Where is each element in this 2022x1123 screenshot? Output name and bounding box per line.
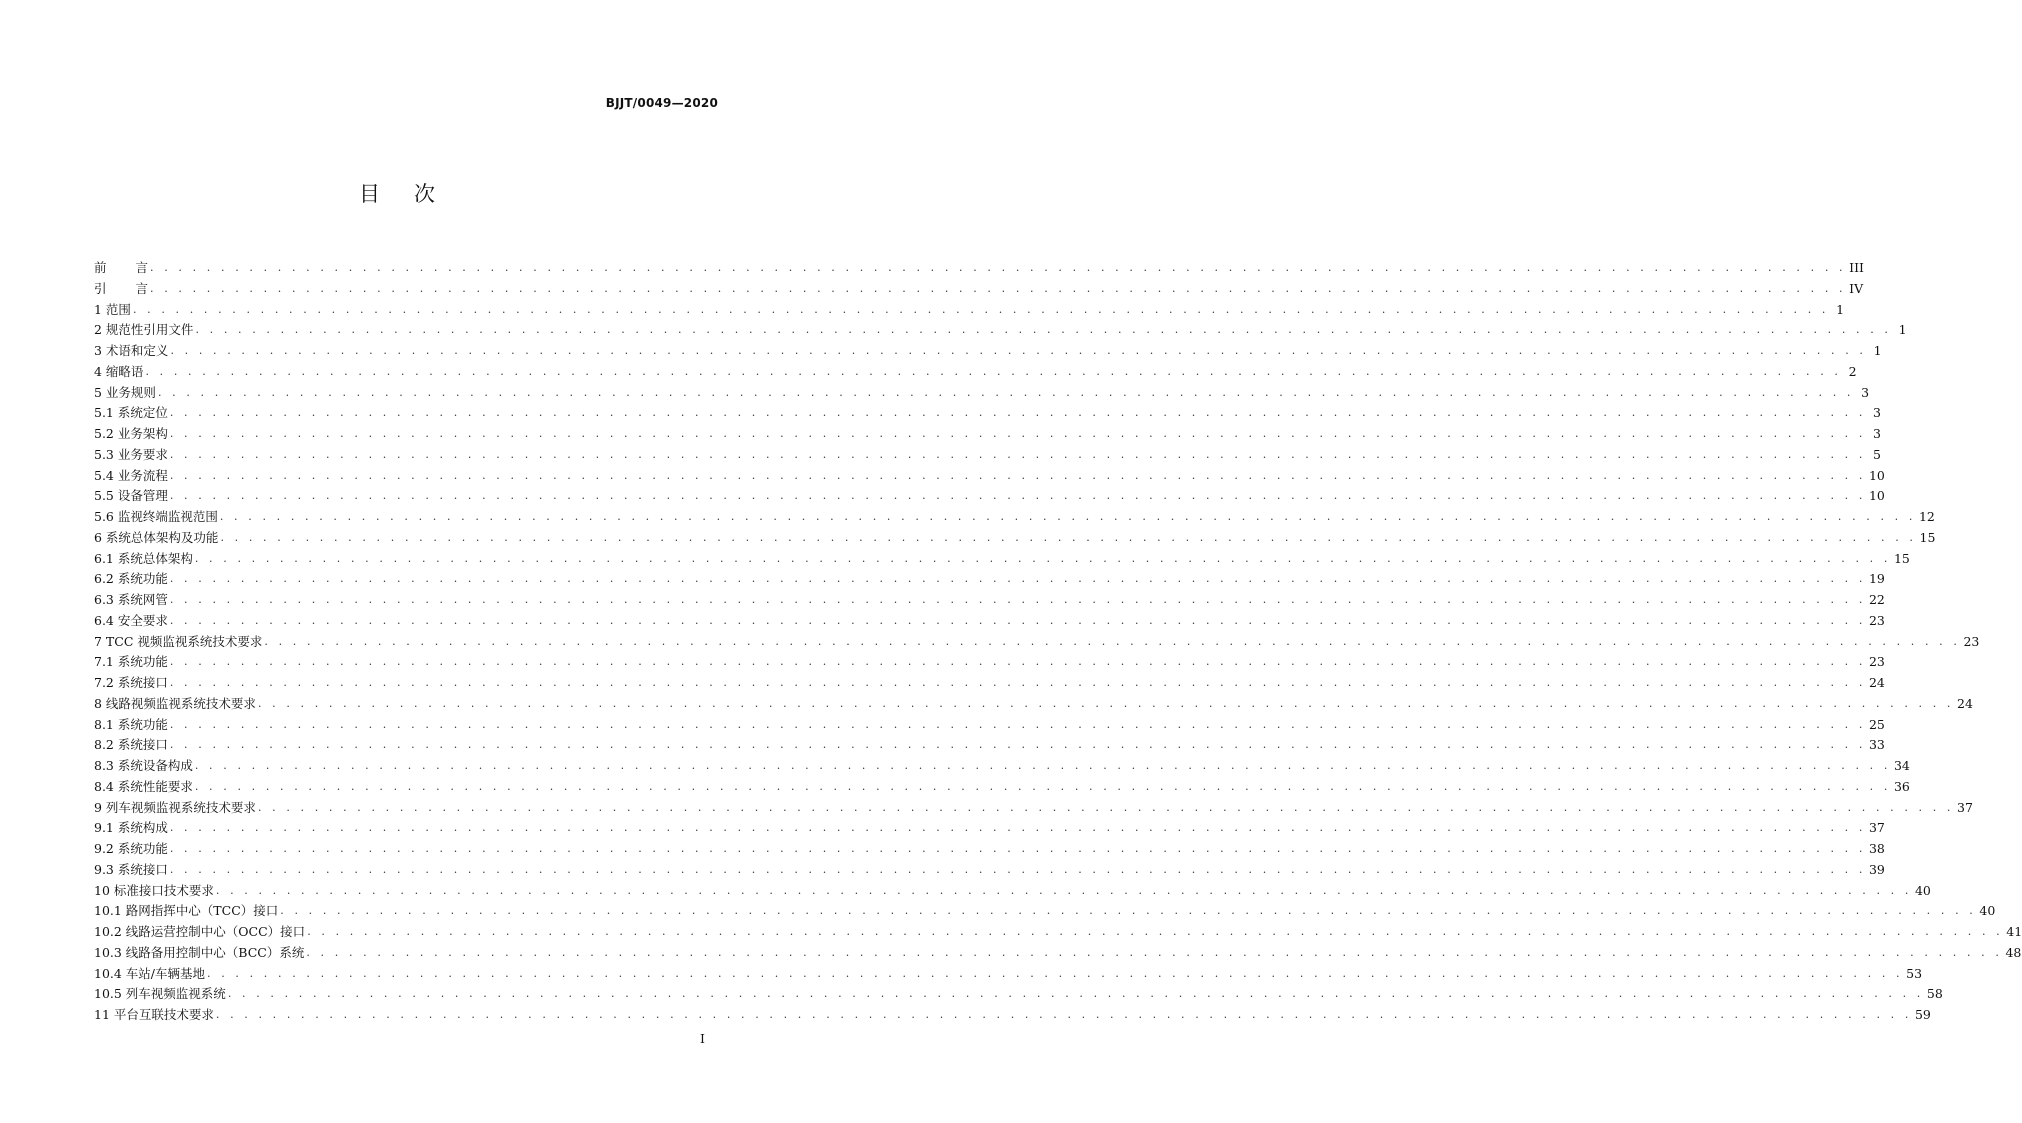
toc-entry[interactable] (94, 943, 2022, 964)
toc-dot-leader: . . . . . . . . . . . . . . . . . . . . . . . . . . . . . . . . . . . . . . . . . . . . . . . . . . . . . . . . . . . . . . . . . . . . . . . . . . . . . . . . . . . . . . . . . . . . . . . . . . . . . . . . . . . . . . . . . . . . . . . . (194, 759, 1891, 772)
toc-dot-leader: . . . . . . . . . . . . . . . . . . . . . . . . . . . . . . . . . . . . . . . . . . . . . . . . . . . . . . . . . . . . . . . . . . . . . . . . . . . . . . . . . . . . . . . . . . . . . . . . . . . . . . . . . . . . . . . . . . . . . . . . (169, 572, 1866, 586)
toc-entry-page: 23 (1868, 654, 1885, 670)
toc-entry[interactable] (94, 362, 1857, 383)
toc-entry-label: 6.1 系统总体架构 (94, 550, 193, 566)
toc-entry[interactable] (94, 445, 1881, 466)
toc-entry-label-char: 引 (94, 280, 107, 296)
toc-entry[interactable] (94, 466, 1885, 487)
toc-dot-leader: . . . . . . . . . . . . . . . . . . . . . . . . . . . . . . . . . . . . . . . . . . . . . . . . . . . . . . . . . . . . . . . . . . . . . . . . . . . . . . . . . . . . . . . . . . . . . . . . . . . . . . . . . . . . . . . . . . . . . . . . (227, 987, 1924, 1001)
toc-dot-leader: . . . . . . . . . . . . . . . . . . . . . . . . . . . . . . . . . . . . . . . . . . . . . . . . . . . . . . . . . . . . . . . . . . . . . . . . . . . . . . . . . . . . . . . . . . . . . . . . . . . . . . . . . . . . . . . . . . . . . . . . (169, 406, 1866, 420)
toc-entry-page: 36 (1893, 778, 1910, 794)
toc-entry-label (94, 258, 150, 279)
toc-entry[interactable] (94, 1005, 1931, 1026)
toc-entry-label: 7.1 系统功能 (94, 654, 168, 670)
toc-entry-label: 10.5 列车视频监视系统 (94, 986, 226, 1002)
toc-entry-label: 10.2 线路运营控制中心（OCC）接口 (94, 924, 306, 939)
toc-entry-page: 2 (1848, 363, 1857, 379)
toc-entry[interactable] (94, 486, 1885, 507)
toc-dot-leader: . . . . . . . . . . . . . . . . . . . . . . . . . . . . . . . . . . . . . . . . . . . . . . . . . . . . . . . . . . . . . . . . . . . . . . . . . . . . . . . . . . . . . . . . . . . . . . . . . . . . . . . . . . . . . . . . . . . . . . . . (264, 634, 1961, 648)
toc-entry[interactable] (94, 403, 1881, 424)
toc-entry-label: 9.3 系统接口 (94, 861, 168, 877)
toc-entry-label: 5 业务规则 (94, 384, 156, 400)
toc-entry-label-char: 前 (94, 260, 107, 275)
toc-entry[interactable] (94, 300, 1845, 321)
toc-entry[interactable] (94, 528, 1936, 549)
toc-entry-page: 10 (1868, 467, 1885, 483)
toc-entry-page: 34 (1893, 758, 1910, 773)
page-number: I (700, 1031, 705, 1046)
toc-dot-leader: . . . . . . . . . . . . . . . . . . . . . . . . . . . . . . . . . . . . . . . . . . . . . . . . . . . . . . . . . . . . . . . . . . . . . . . . . . . . . . . . . . . . . . . . . . . . . . . . . . . . . . . . . . . . . . . . . . . . . . . . (219, 510, 1916, 523)
toc-dot-leader: . . . . . . . . . . . . . . . . . . . . . . . . . . . . . . . . . . . . . . . . . . . . . . . . . . . . . . . . . . . . . . . . . . . . . . . . . . . . . . . . . . . . . . . . . . . . . . . . . . . . . . . . . . . . . . . . . . . . . . . . (170, 344, 1867, 357)
toc-entry-label: 6.4 安全要求 (94, 612, 168, 628)
toc-entry[interactable] (94, 507, 1935, 528)
toc-entry-page: 23 (1963, 633, 1980, 649)
toc-entry-label: 10 标准接口技术要求 (94, 882, 214, 898)
toc-entry[interactable] (94, 341, 1882, 362)
toc-entry-label: 7 TCC 视频监视系统技术要求 (94, 633, 263, 649)
toc-entry[interactable] (94, 424, 1881, 445)
toc-entry-label: 7.2 系统接口 (94, 675, 168, 690)
toc-entry-page: 5 (1873, 446, 1881, 462)
toc-entry-page: 15 (1893, 550, 1910, 566)
toc-entry[interactable] (94, 818, 1885, 839)
toc-dot-leader: . . . . . . . . . . . . . . . . . . . . . . . . . . . . . . . . . . . . . . . . . . . . . . . . . . . . . . . . . . . . . . . . . . . . . . . . . . . . . . . . . . . . . . . . . . . . . . . . . . . . . . . . . . . . . . . . . . . . . . . . (215, 1008, 1912, 1021)
toc-dot-leader: . . . . . . . . . . . . . . . . . . . . . . . . . . . . . . . . . . . . . . . . . . . . . . . . . . . . . . . . . . . . . . . . . . . . . . . . . . . . . . . . . . . . . . . . . . . . . . . . . . . . . . . . . . . . . . . . . . . . . . . . (169, 676, 1866, 689)
toc-entry-label: 6.2 系统功能 (94, 571, 168, 587)
toc-dot-leader: . . . . . . . . . . . . . . . . . . . . . . . . . . . . . . . . . . . . . . . . . . . . . . . . . . . . . . . . . . . . . . . . . . . . . . . . . . . . . . . . . . . . . . . . . . . . . . . . . . . . . . . . . . . . . . . . . . . . . . . . (169, 842, 1866, 855)
toc-entry-page: 3 (1861, 384, 1870, 400)
toc-entry-page: 1 (1898, 322, 1907, 338)
toc-entry[interactable] (94, 611, 1885, 632)
toc-entry[interactable] (94, 881, 1931, 902)
toc-entry[interactable] (94, 964, 1923, 985)
toc-entry-label: 8 线路视频监视系统技术要求 (94, 695, 256, 711)
toc-dot-leader: . . . . . . . . . . . . . . . . . . . . . . . . . . . . . . . . . . . . . . . . . . . . . . . . . . . . . . . . . . . . . . . . . . . . . . . . . . . . . . . . . . . . . . . . . . . . . . . . . . . . . . . . . . . . . . . . . . . . . . . . (169, 468, 1866, 482)
toc-entry-page: 1 (1873, 343, 1882, 358)
toc-entry-label: 2 规范性引用文件 (94, 322, 194, 338)
toc-dot-leader: . . . . . . . . . . . . . . . . . . . . . . . . . . . . . . . . . . . . . . . . . . . . . . . . . . . . . . . . . . . . . . . . . . . . . . . . . . . . . . . . . . . . . . . . . . . . . . . . . . . . . . . . . . . . . . . . . . . . . . . . (169, 821, 1866, 835)
toc-dot-leader: . . . . . . . . . . . . . . . . . . . . . . . . . . . . . . . . . . . . . . . . . . . . . . . . . . . . . . . . . . . . . . . . . . . . . . . . . . . . . . . . . . . . . . . . . . . . . . . . . . . . . . . . . . . . . . . . . . . . . . . . (157, 385, 1855, 399)
toc-dot-leader: . . . . . . . . . . . . . . . . . . . . . . . . . . . . . . . . . . . . . . . . . . . . . . . . . . . . . . . . . . . . . . . . . . . . . . . . . . . . . . . . . . . . . . . . . . . . . . . . . . . . . . . . . . . . . . . . . . . . . . . . (169, 489, 1866, 503)
toc-dot-leader: . . . . . . . . . . . . . . . . . . . . . . . . . . . . . . . . . . . . . . . . . . . . . . . . . . . . . . . . . . . . . . . . . . . . . . . . . . . . . . . . . . . . . . . . . . . . . . . . . . . . . . . . . . . . . . . . . . . . . . . . (280, 904, 1977, 918)
toc-entry-page: 33 (1868, 737, 1885, 753)
toc-entry-page: 37 (1868, 820, 1885, 836)
toc-entry-label: 5.2 业务架构 (94, 426, 168, 441)
toc-entry[interactable] (94, 383, 1870, 404)
toc-entry-label: 10.4 车站/车辆基地 (94, 965, 206, 981)
toc-entry-page: 1 (1836, 301, 1845, 317)
toc-entry-page: 24 (1868, 675, 1885, 690)
toc-entry[interactable] (94, 756, 1910, 777)
toc-dot-leader: . . . . . . . . . . . . . . . . . . . . . . . . . . . . . . . . . . . . . . . . . . . . . . . . . . . . . . . . . . . . . . . . . . . . . . . . . . . . . . . . . . . . . . . . . . . . . . . . . . . . . . . . . . . . . . . . . . . . . . . . (145, 364, 1842, 378)
toc-entry[interactable] (94, 901, 1996, 922)
toc-dot-leader: . . . . . . . . . . . . . . . . . . . . . . . . . . . . . . . . . . . . . . . . . . . . . . . . . . . . . . . . . . . . . . . . . . . . . . . . . . . . . . . . . . . . . . . . . . . . . . . . . . . . . . . . . . . . . . . . . . . . . . . . (207, 966, 1904, 980)
toc-entry[interactable] (94, 279, 1864, 300)
toc-entry[interactable] (94, 549, 1910, 570)
toc-dot-leader: . . . . . . . . . . . . . . . . . . . . . . . . . . . . . . . . . . . . . . . . . . . . . . . . . . . . . . . . . . . . . . . . . . . . . . . . . . . . . . . . . . . . . . . . . . . . . . . . . . . . . . . . . . . . . . . . . . . . . . . . (150, 281, 1847, 295)
toc-entry-page: 23 (1868, 612, 1885, 628)
toc-entry-label: 5.4 业务流程 (94, 467, 168, 483)
toc-entry[interactable] (94, 777, 1910, 798)
toc-dot-leader: . . . . . . . . . . . . . . . . . . . . . . . . . . . . . . . . . . . . . . . . . . . . . . . . . . . . . . . . . . . . . . . . . . . . . . . . . . . . . . . . . . . . . . . . . . . . . . . . . . . . . . . . . . . . . . . . . . . . . . . . (257, 800, 1955, 814)
toc-dot-leader: . . . . . . . . . . . . . . . . . . . . . . . . . . . . . . . . . . . . . . . . . . . . . . . . . . . . . . . . . . . . . . . . . . . . . . . . . . . . . . . . . . . . . . . . . . . . . . . . . . . . . . . . . . . . . . . . . . . . . . . . (132, 302, 1830, 316)
toc-dot-leader: . . . . . . . . . . . . . . . . . . . . . . . . . . . . . . . . . . . . . . . . . . . . . . . . . . . . . . . . . . . . . . . . . . . . . . . . . . . . . . . . . . . . . . . . . . . . . . . . . . . . . . . . . . . . . . . . . . . . . . . . (194, 779, 1891, 793)
toc-entry-label: 10.3 线路备用控制中心（BCC）系统 (94, 944, 305, 960)
toc-entry[interactable] (94, 320, 1907, 341)
toc-entry-label (94, 279, 150, 300)
toc-heading-part2: 次 (414, 182, 435, 206)
toc-entry-label: 8.1 系统功能 (94, 716, 168, 732)
toc-dot-leader: . . . . . . . . . . . . . . . . . . . . . . . . . . . . . . . . . . . . . . . . . . . . . . . . . . . . . . . . . . . . . . . . . . . . . . . . . . . . . . . . . . . . . . . . . . . . . . . . . . . . . . . . . . . . . . . . . . . . . . . . (215, 883, 1912, 897)
toc-entry-page: 24 (1957, 695, 1973, 711)
toc-entry-label: 9.1 系统构成 (94, 820, 168, 836)
toc-entry-label: 10.1 路网指挥中心（TCC）接口 (94, 903, 279, 919)
toc-entry-page: 19 (1868, 571, 1885, 587)
toc-dot-leader: . . . . . . . . . . . . . . . . . . . . . . . . . . . . . . . . . . . . . . . . . . . . . . . . . . . . . . . . . . . . . . . . . . . . . . . . . . . . . . . . . . . . . . . . . . . . . . . . . . . . . . . . . . . . . . . . . . . . . . . . (169, 427, 1866, 440)
toc-entry[interactable] (94, 860, 1885, 881)
toc-entry[interactable] (94, 694, 1973, 715)
toc-entry[interactable] (94, 735, 1885, 756)
toc-entry-label: 5.6 监视终端监视范围 (94, 509, 218, 524)
toc-entry-page: 22 (1868, 592, 1885, 607)
toc-entry-label: 8.3 系统设备构成 (94, 758, 193, 773)
toc-entry-label: 9 列车视频监视系统技术要求 (94, 799, 256, 815)
toc-entry-page: 12 (1918, 509, 1935, 524)
toc-entry[interactable] (94, 652, 1885, 673)
table-of-contents (94, 258, 2022, 1026)
toc-entry-page: 53 (1906, 965, 1923, 981)
toc-entry-page: 59 (1914, 1007, 1931, 1022)
toc-dot-leader: . . . . . . . . . . . . . . . . . . . . . . . . . . . . . . . . . . . . . . . . . . . . . . . . . . . . . . . . . . . . . . . . . . . . . . . . . . . . . . . . . . . . . . . . . . . . . . . . . . . . . . . . . . . . . . . . . . . . . . . . (194, 551, 1891, 565)
toc-entry-page: 39 (1868, 861, 1885, 877)
toc-entry-label: 5.3 业务要求 (94, 446, 168, 462)
toc-entry-page: 10 (1868, 488, 1885, 504)
toc-entry-label-char: 言 (135, 280, 149, 296)
toc-entry-label: 5.5 设备管理 (94, 488, 168, 504)
toc-dot-leader: . . . . . . . . . . . . . . . . . . . . . . . . . . . . . . . . . . . . . . . . . . . . . . . . . . . . . . . . . . . . . . . . . . . . . . . . . . . . . . . . . . . . . . . . . . . . . . . . . . . . . . . . . . . . . . . . . . . . . . . . (169, 862, 1866, 876)
toc-entry-page: IV (1849, 280, 1864, 296)
toc-dot-leader: . . . . . . . . . . . . . . . . . . . . . . . . . . . . . . . . . . . . . . . . . . . . . . . . . . . . . . . . . . . . . . . . . . . . . . . . . . . . . . . . . . . . . . . . . . . . . . . . . . . . . . . . . . . . . . . . . . . . . . . . (169, 613, 1866, 627)
toc-entry-page: 58 (1926, 986, 1943, 1002)
toc-entry[interactable] (94, 798, 1973, 819)
toc-entry[interactable] (94, 590, 1885, 611)
toc-dot-leader: . . . . . . . . . . . . . . . . . . . . . . . . . . . . . . . . . . . . . . . . . . . . . . . . . . . . . . . . . . . . . . . . . . . . . . . . . . . . . . . . . . . . . . . . . . . . . . . . . . . . . . . . . . . . . . . . . . . . . . . . (220, 530, 1917, 544)
toc-heading-part1: 目 (359, 182, 380, 206)
toc-entry[interactable] (94, 673, 1885, 694)
toc-entry-label: 1 范围 (94, 301, 131, 317)
toc-entry[interactable] (94, 258, 1864, 279)
toc-dot-leader: . . . . . . . . . . . . . . . . . . . . . . . . . . . . . . . . . . . . . . . . . . . . . . . . . . . . . . . . . . . . . . . . . . . . . . . . . . . . . . . . . . . . . . . . . . . . . . . . . . . . . . . . . . . . . . . . . . . . . . . . (307, 925, 2004, 938)
toc-entry-page: 41 (2006, 924, 2022, 939)
toc-heading (0, 178, 794, 208)
toc-entry[interactable] (94, 632, 1980, 653)
toc-entry-label: 4 缩略语 (94, 363, 144, 379)
toc-entry[interactable] (94, 569, 1885, 590)
toc-entry-label: 6.3 系统网管 (94, 592, 168, 607)
toc-entry-label: 8.4 系统性能要求 (94, 778, 193, 794)
toc-entry-page: 15 (1919, 529, 1936, 545)
toc-dot-leader: . . . . . . . . . . . . . . . . . . . . . . . . . . . . . . . . . . . . . . . . . . . . . . . . . . . . . . . . . . . . . . . . . . . . . . . . . . . . . . . . . . . . . . . . . . . . . . . . . . . . . . . . . . . . . . . . . . . . . . . . (306, 945, 2003, 959)
toc-entry[interactable] (94, 922, 2022, 943)
toc-dot-leader: . . . . . . . . . . . . . . . . . . . . . . . . . . . . . . . . . . . . . . . . . . . . . . . . . . . . . . . . . . . . . . . . . . . . . . . . . . . . . . . . . . . . . . . . . . . . . . . . . . . . . . . . . . . . . . . . . . . . . . . . (169, 738, 1866, 752)
toc-entry-page: 3 (1873, 426, 1881, 441)
toc-entry[interactable] (94, 984, 1943, 1005)
toc-dot-leader: . . . . . . . . . . . . . . . . . . . . . . . . . . . . . . . . . . . . . . . . . . . . . . . . . . . . . . . . . . . . . . . . . . . . . . . . . . . . . . . . . . . . . . . . . . . . . . . . . . . . . . . . . . . . . . . . . . . . . . . . (257, 696, 1955, 710)
toc-entry-label-char: 言 (135, 260, 149, 275)
toc-dot-leader: . . . . . . . . . . . . . . . . . . . . . . . . . . . . . . . . . . . . . . . . . . . . . . . . . . . . . . . . . . . . . . . . . . . . . . . . . . . . . . . . . . . . . . . . . . . . . . . . . . . . . . . . . . . . . . . . . . . . . . . . (169, 593, 1866, 606)
toc-entry-page: 48 (2005, 944, 2022, 960)
toc-dot-leader: . . . . . . . . . . . . . . . . . . . . . . . . . . . . . . . . . . . . . . . . . . . . . . . . . . . . . . . . . . . . . . . . . . . . . . . . . . . . . . . . . . . . . . . . . . . . . . . . . . . . . . . . . . . . . . . . . . . . . . . . (169, 655, 1866, 669)
toc-entry-page: 37 (1957, 799, 1973, 815)
document-code: BJJT/0049—2020 (605, 96, 718, 110)
toc-entry-page: 3 (1873, 405, 1881, 421)
toc-entry-page: 40 (1914, 882, 1931, 898)
toc-entry-label: 3 术语和定义 (94, 343, 169, 358)
toc-dot-leader: . . . . . . . . . . . . . . . . . . . . . . . . . . . . . . . . . . . . . . . . . . . . . . . . . . . . . . . . . . . . . . . . . . . . . . . . . . . . . . . . . . . . . . . . . . . . . . . . . . . . . . . . . . . . . . . . . . . . . . . . (150, 261, 1847, 274)
toc-entry-page: III (1849, 260, 1864, 275)
toc-entry[interactable] (94, 839, 1885, 860)
toc-dot-leader: . . . . . . . . . . . . . . . . . . . . . . . . . . . . . . . . . . . . . . . . . . . . . . . . . . . . . . . . . . . . . . . . . . . . . . . . . . . . . . . . . . . . . . . . . . . . . . . . . . . . . . . . . . . . . . . . . . . . . . . . (169, 447, 1866, 461)
toc-entry-label: 6 系统总体架构及功能 (94, 529, 219, 545)
toc-entry-label: 11 平台互联技术要求 (94, 1007, 214, 1022)
toc-entry-label: 8.2 系统接口 (94, 737, 168, 753)
toc-entry-label: 9.2 系统功能 (94, 841, 168, 856)
toc-dot-leader: . . . . . . . . . . . . . . . . . . . . . . . . . . . . . . . . . . . . . . . . . . . . . . . . . . . . . . . . . . . . . . . . . . . . . . . . . . . . . . . . . . . . . . . . . . . . . . . . . . . . . . . . . . . . . . . . . . . . . . . . (195, 323, 1892, 337)
toc-entry-page: 40 (1979, 903, 1996, 919)
toc-entry-page: 38 (1868, 841, 1885, 856)
toc-entry-page: 25 (1868, 716, 1885, 732)
toc-entry[interactable] (94, 715, 1885, 736)
toc-dot-leader: . . . . . . . . . . . . . . . . . . . . . . . . . . . . . . . . . . . . . . . . . . . . . . . . . . . . . . . . . . . . . . . . . . . . . . . . . . . . . . . . . . . . . . . . . . . . . . . . . . . . . . . . . . . . . . . . . . . . . . . . (169, 717, 1866, 731)
toc-entry-label: 5.1 系统定位 (94, 405, 168, 421)
